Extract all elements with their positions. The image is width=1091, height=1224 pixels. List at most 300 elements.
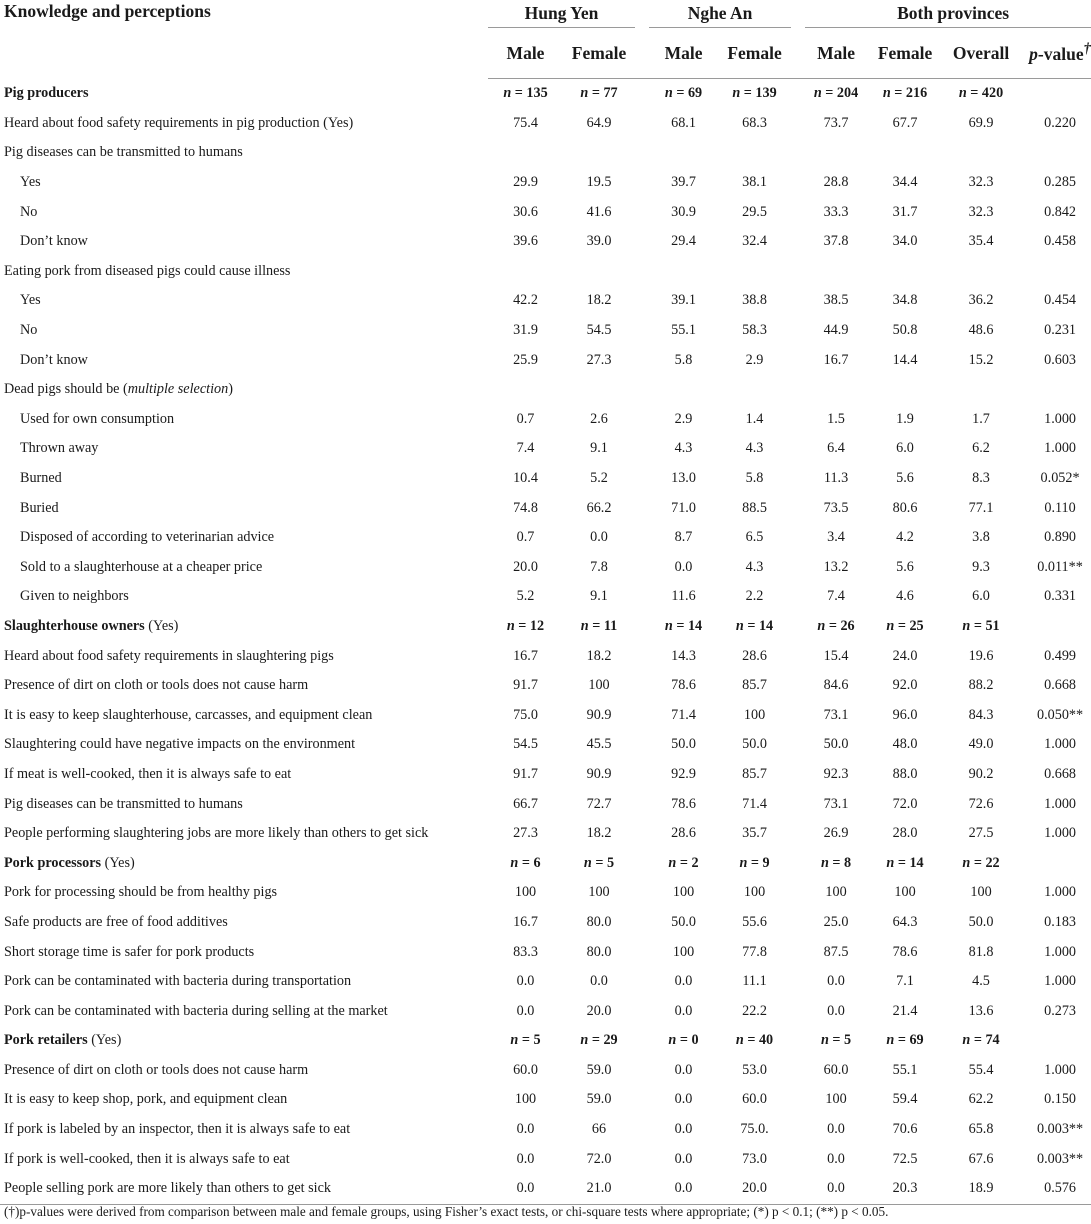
value-cell: 88.2 <box>968 677 994 694</box>
value-cell: 85.7 <box>742 677 767 694</box>
value-cell: 49.0 <box>968 736 994 753</box>
row-label: Pork can be contaminated with bacteria during transportation <box>4 973 352 990</box>
value-cell: 71.4 <box>742 795 767 812</box>
value-cell: 8.7 <box>674 529 693 546</box>
table-row <box>0 493 1091 523</box>
table-row <box>0 1085 1091 1115</box>
section-row <box>0 848 1091 878</box>
value-cell: 72.6 <box>968 795 994 812</box>
value-cell: 90.2 <box>968 765 994 782</box>
value-cell: 66.2 <box>586 499 612 516</box>
value-cell: 9.3 <box>972 558 990 575</box>
value-cell: 34.4 <box>892 174 918 191</box>
pvalue-cell: 0.011** <box>1037 558 1083 575</box>
pvalue-cell: 0.668 <box>1044 677 1077 694</box>
value-cell: 92.0 <box>892 677 918 694</box>
value-cell: 15.2 <box>968 351 994 368</box>
pvalue-cell: 0.576 <box>1019 1174 1091 1204</box>
table-row <box>0 345 1091 375</box>
value-cell: 0.0 <box>674 1091 693 1108</box>
table-row <box>0 316 1091 346</box>
value-cell: 81.8 <box>968 943 994 960</box>
value-cell: 25.9 <box>513 351 538 368</box>
row-label: Sold to a slaughterhouse at a cheaper price <box>20 558 263 575</box>
value-cell: 4.2 <box>896 529 914 546</box>
sample-size-cell: n = 77 <box>580 85 618 102</box>
value-cell: 6.0 <box>896 440 914 457</box>
value-cell: 27.3 <box>586 351 612 368</box>
value-cell: 20.0 <box>586 1002 612 1019</box>
value-cell: 13.2 <box>823 558 849 575</box>
value-cell: 78.6 <box>671 795 696 812</box>
value-cell: 100 <box>970 884 992 901</box>
value-cell: 14.4 <box>892 351 918 368</box>
value-cell: 80.0 <box>586 943 612 960</box>
value-cell: 66 <box>591 1121 607 1138</box>
value-cell: 16.7 <box>513 647 538 664</box>
value-cell: 85.7 <box>742 765 767 782</box>
value-cell: 100 <box>743 884 766 901</box>
value-cell: 4.3 <box>674 440 693 457</box>
value-cell: 77.1 <box>968 499 994 516</box>
pvalue-cell: 0.183 <box>1044 913 1077 930</box>
sample-size-cell: n = 74 <box>962 1032 1000 1049</box>
value-cell: 19.5 <box>586 174 612 191</box>
section-row <box>0 612 1091 642</box>
row-label: Heard about food safety requirements in slaughtering pigs <box>4 647 334 664</box>
value-cell: 21.4 <box>892 1002 918 1019</box>
value-cell: 5.6 <box>896 470 914 487</box>
row-label <box>0 848 488 878</box>
pvalue-cell: 0.110 <box>1044 499 1076 516</box>
table-row <box>0 878 1091 908</box>
table-row <box>0 434 1091 464</box>
value-cell: 14.3 <box>671 647 696 664</box>
col-header: Male <box>805 28 867 79</box>
row-label: Don’t know <box>20 351 88 368</box>
row-label: Don’t know <box>20 233 88 250</box>
table-row <box>0 553 1091 583</box>
group-header-nghe-an: Nghe An <box>649 0 791 28</box>
value-cell: 0.0 <box>488 1174 563 1204</box>
value-cell: 4.3 <box>745 440 764 457</box>
value-cell: 58.3 <box>742 322 767 339</box>
table-row <box>0 937 1091 967</box>
sample-size-cell: n = 5 <box>583 854 615 871</box>
sample-size-cell: n = 5 <box>510 1032 541 1049</box>
table-row <box>0 1174 1091 1204</box>
col-header: Overall <box>943 28 1019 79</box>
section-title: Pork processors <box>4 854 102 871</box>
value-cell: 1.4 <box>745 410 764 427</box>
value-cell: 50.0 <box>823 736 849 753</box>
value-cell: 50.0 <box>671 913 696 930</box>
section-row <box>0 1026 1091 1056</box>
value-cell: 3.4 <box>827 529 845 546</box>
value-cell: 29.9 <box>513 174 538 191</box>
section-title: Pig producers <box>4 85 89 102</box>
row-label: People selling pork are more likely than others to get sick <box>0 1174 488 1204</box>
value-cell: 18.2 <box>586 825 612 842</box>
section-suffix: (Yes) <box>144 617 179 634</box>
value-cell: 3.8 <box>972 529 990 546</box>
value-cell: 28.6 <box>742 647 767 664</box>
table-row <box>0 1056 1091 1086</box>
sample-size-cell: n = 40 <box>735 1032 774 1049</box>
value-cell: 32.3 <box>968 174 994 191</box>
sample-size-cell: n = 22 <box>962 854 1000 871</box>
row-label <box>0 612 488 642</box>
pvalue-cell: 0.220 <box>1044 114 1077 131</box>
pvalue-cell: 0.603 <box>1044 351 1077 368</box>
col-header: Female <box>867 28 943 79</box>
value-cell: 0.0 <box>827 973 845 990</box>
table-row <box>0 582 1091 612</box>
group-header-both-provinces: Both provinces <box>805 0 1091 28</box>
pvalue-cell: 0.499 <box>1044 647 1077 664</box>
value-cell: 29.4 <box>671 233 696 250</box>
value-cell: 1.5 <box>827 410 845 427</box>
value-cell: 0.0 <box>674 1002 693 1019</box>
value-cell: 16.7 <box>513 913 538 930</box>
row-label: Slaughtering could have negative impacts on the environment <box>4 736 356 753</box>
value-cell: 100 <box>894 884 916 901</box>
value-cell: 55.1 <box>892 1061 918 1078</box>
row-label: Short storage time is safer for pork products <box>4 943 255 960</box>
value-cell: 37.8 <box>823 233 849 250</box>
value-cell: 60.0 <box>513 1061 538 1078</box>
value-cell: 59.0 <box>586 1091 612 1108</box>
pvalue-cell: 0.003** <box>1037 1150 1084 1167</box>
section-title: Slaughterhouse owners <box>4 617 145 634</box>
value-cell: 27.3 <box>513 825 538 842</box>
value-cell: 73.7 <box>823 114 849 131</box>
value-cell: 88.0 <box>892 765 918 782</box>
value-cell: 87.5 <box>823 943 849 960</box>
pvalue-cell: 1.000 <box>1044 410 1077 427</box>
value-cell: 38.8 <box>742 292 767 309</box>
value-cell: 6.0 <box>972 588 990 605</box>
value-cell: 20.0 <box>513 558 538 575</box>
value-cell: 0.0 <box>516 1121 535 1138</box>
pvalue-cell: 0.842 <box>1044 203 1077 220</box>
value-cell: 8.3 <box>972 470 990 487</box>
value-cell: 19.6 <box>968 647 994 664</box>
value-cell: 0.0 <box>590 973 608 990</box>
value-cell: 29.5 <box>742 203 767 220</box>
value-cell: 18.2 <box>586 647 612 664</box>
row-label: No <box>20 322 38 339</box>
value-cell: 59.4 <box>892 1091 918 1108</box>
footnote: (†)p-values were derived from comparison between male and female groups, using Fisher’s exact tests, or chi-square tests where appropriate; (*) p < 0.1; (**) p < 0.05. <box>4 1204 889 1219</box>
section-suffix: (Yes) <box>101 854 135 871</box>
value-cell: 33.3 <box>823 203 849 220</box>
value-cell: 31.9 <box>513 322 538 339</box>
value-cell: 92.9 <box>671 765 696 782</box>
value-cell: 31.7 <box>892 203 918 220</box>
table-row <box>0 1115 1091 1145</box>
sample-size-cell: n = 216 <box>882 85 928 102</box>
value-cell: 34.0 <box>892 233 918 250</box>
value-cell: 80.6 <box>892 499 918 516</box>
value-cell: 83.3 <box>513 943 538 960</box>
value-cell: 0.0 <box>674 558 693 575</box>
value-cell: 54.5 <box>586 322 612 339</box>
value-cell: 18.2 <box>586 292 612 309</box>
value-cell: 0.0 <box>827 1121 845 1138</box>
row-label: Yes <box>20 292 41 309</box>
value-cell: 39.7 <box>671 174 696 191</box>
value-cell: 72.5 <box>892 1150 918 1167</box>
value-cell: 0.0 <box>674 973 693 990</box>
value-cell: 0.0 <box>674 1121 693 1138</box>
row-label: Pork for processing should be from healthy pigs <box>4 884 278 901</box>
pvalue-cell: 0.150 <box>1044 1091 1077 1108</box>
value-cell: 1.7 <box>972 410 990 427</box>
value-cell: 0.0 <box>516 1150 535 1167</box>
value-cell: 91.7 <box>513 765 538 782</box>
value-cell: 0.0 <box>590 529 608 546</box>
subheading-row <box>0 375 1091 405</box>
pvalue-cell: 1.000 <box>1044 795 1077 812</box>
sample-size-cell: n = 135 <box>503 85 548 102</box>
section-title: Pork retailers <box>4 1032 88 1049</box>
row-label: Pig diseases can be transmitted to humans <box>4 144 243 161</box>
value-cell: 67.6 <box>968 1150 994 1167</box>
table-row <box>0 286 1091 316</box>
value-cell: 28.0 <box>892 825 918 842</box>
value-cell: 73.0 <box>742 1150 767 1167</box>
value-cell: 92.3 <box>823 765 849 782</box>
sample-size-cell: n = 69 <box>886 1032 924 1049</box>
value-cell: 48.0 <box>892 736 918 753</box>
pvalue-cell: 1.000 <box>1044 825 1077 842</box>
value-cell: 74.8 <box>513 499 538 516</box>
value-cell: 65.8 <box>968 1121 994 1138</box>
value-cell: 67.7 <box>892 114 918 131</box>
value-cell: 100 <box>514 1091 537 1108</box>
value-cell: 53.0 <box>742 1061 767 1078</box>
value-cell: 45.5 <box>586 736 612 753</box>
value-cell: 72.0 <box>586 1150 612 1167</box>
value-cell: 26.9 <box>823 825 849 842</box>
table-row <box>0 641 1091 671</box>
table-row <box>0 789 1091 819</box>
sample-size-cell: n = 26 <box>817 617 855 634</box>
row-label: If meat is well-cooked, then it is always safe to eat <box>4 765 292 782</box>
section-suffix: (Yes) <box>87 1032 122 1049</box>
table-row <box>0 967 1091 997</box>
sample-size-cell: n = 29 <box>580 1032 618 1049</box>
value-cell: 28.8 <box>823 174 849 191</box>
pvalue-cell: 0.003** <box>1037 1121 1084 1138</box>
pvalue-cell: 1.000 <box>1044 884 1077 901</box>
subheading-row <box>0 138 1091 168</box>
value-cell: 72.0 <box>892 795 918 812</box>
value-cell: 100 <box>825 1091 847 1108</box>
value-cell: 73.1 <box>823 706 849 723</box>
row-label: Yes <box>20 174 41 191</box>
table-row <box>0 197 1091 227</box>
value-cell: 32.3 <box>968 203 994 220</box>
value-cell: 0.0 <box>674 1061 693 1078</box>
row-label: People performing slaughtering jobs are more likely than others to get sick <box>4 825 429 842</box>
value-cell: 39.6 <box>513 233 538 250</box>
value-cell: 34.8 <box>892 292 918 309</box>
header-group-row <box>0 0 1091 28</box>
value-cell: 0.7 <box>516 529 535 546</box>
value-cell: 28.6 <box>671 825 696 842</box>
value-cell: 100 <box>672 884 695 901</box>
sample-size-cell: n = 25 <box>886 617 924 634</box>
value-cell: 100 <box>743 706 766 723</box>
value-cell: 18.9 <box>943 1174 1019 1204</box>
value-cell: 60.0 <box>823 1061 849 1078</box>
value-cell: 2.9 <box>674 410 693 427</box>
value-cell: 25.0 <box>823 913 849 930</box>
value-cell: 9.1 <box>590 440 608 457</box>
row-label <box>0 79 488 109</box>
value-cell: 13.0 <box>671 470 696 487</box>
pvalue-header: p-value† <box>1019 28 1091 79</box>
value-cell: 50.0 <box>968 913 994 930</box>
pvalue-cell: 1.000 <box>1044 736 1077 753</box>
value-cell: 42.2 <box>513 292 538 309</box>
value-cell: 78.6 <box>671 677 696 694</box>
row-label: It is easy to keep slaughterhouse, carcasses, and equipment clean <box>4 706 373 723</box>
value-cell: 50.0 <box>671 736 696 753</box>
value-cell: 35.7 <box>742 825 767 842</box>
table-row <box>0 168 1091 198</box>
sample-size-cell: n = 14 <box>886 854 924 871</box>
value-cell: 0.0 <box>674 1150 693 1167</box>
table-row <box>0 671 1091 701</box>
value-cell: 73.1 <box>823 795 849 812</box>
value-cell: 36.2 <box>968 292 994 309</box>
value-cell: 30.9 <box>671 203 696 220</box>
table-row <box>0 109 1091 139</box>
value-cell: 96.0 <box>892 706 918 723</box>
value-cell: 35.4 <box>968 233 994 250</box>
value-cell: 84.3 <box>968 706 994 723</box>
value-cell: 38.5 <box>823 292 849 309</box>
value-cell: 2.2 <box>745 588 764 605</box>
row-label: Pig diseases can be transmitted to humans <box>4 795 243 812</box>
value-cell: 7.4 <box>516 440 535 457</box>
row-label: Given to neighbors <box>20 588 129 605</box>
value-cell: 84.6 <box>823 677 849 694</box>
row-label: Presence of dirt on cloth or tools does not cause harm <box>4 677 309 694</box>
pvalue-cell: 0.890 <box>1044 529 1077 546</box>
value-cell: 0.0 <box>827 1002 845 1019</box>
value-cell: 39.0 <box>586 233 612 250</box>
sample-size-cell: n = 420 <box>958 85 1004 102</box>
value-cell: 88.5 <box>742 499 767 516</box>
pvalue-cell: 0.231 <box>1044 322 1077 339</box>
row-label: Pork can be contaminated with bacteria during selling at the market <box>4 1002 388 1019</box>
row-label <box>0 1026 488 1056</box>
value-cell: 5.8 <box>674 351 693 368</box>
value-cell: 91.7 <box>513 677 538 694</box>
value-cell: 60.0 <box>742 1091 767 1108</box>
value-cell: 5.2 <box>590 470 608 487</box>
row-label: Buried <box>20 499 59 516</box>
value-cell: 70.6 <box>892 1121 918 1138</box>
pvalue-cell: 0.331 <box>1044 588 1077 605</box>
value-cell: 100 <box>825 884 847 901</box>
table-row <box>0 464 1091 494</box>
value-cell: 54.5 <box>513 736 538 753</box>
value-cell: 5.6 <box>896 558 914 575</box>
row-label: Heard about food safety requirements in pig production (Yes) <box>4 114 354 131</box>
value-cell: 6.5 <box>745 529 764 546</box>
value-cell: 80.0 <box>586 913 612 930</box>
value-cell: 100 <box>588 884 610 901</box>
col-header: Female <box>718 28 791 79</box>
table-row <box>0 700 1091 730</box>
pvalue-cell: 0.668 <box>1044 765 1077 782</box>
pvalue-cell: 0.454 <box>1044 292 1077 309</box>
table-row <box>0 730 1091 760</box>
value-cell: 39.1 <box>671 292 696 309</box>
section-row <box>0 79 1091 109</box>
pvalue-cell: 0.285 <box>1044 174 1077 191</box>
value-cell: 9.1 <box>590 588 608 605</box>
table-row <box>0 996 1091 1026</box>
pvalue-cell: 1.000 <box>1044 1061 1077 1078</box>
value-cell: 62.2 <box>968 1091 994 1108</box>
row-label: If pork is well-cooked, then it is always safe to eat <box>4 1150 290 1167</box>
value-cell: 55.4 <box>968 1061 994 1078</box>
pvalue-cell: 1.000 <box>1044 943 1077 960</box>
pvalue-cell: 1.000 <box>1044 973 1077 990</box>
value-cell: 71.4 <box>671 706 696 723</box>
sample-size-cell: n = 11 <box>580 617 618 634</box>
value-cell: 21.0 <box>563 1174 635 1204</box>
value-cell: 69.9 <box>968 114 994 131</box>
pvalue-cell: 0.050** <box>1037 706 1084 723</box>
value-cell: 78.6 <box>892 943 918 960</box>
value-cell: 2.6 <box>590 410 608 427</box>
value-cell: 71.0 <box>671 499 696 516</box>
row-label: Dead pigs should be (multiple selection) <box>4 381 233 398</box>
value-cell: 1.9 <box>896 410 914 427</box>
value-cell: 32.4 <box>742 233 767 250</box>
value-cell: 24.0 <box>892 647 918 664</box>
sample-size-cell: n = 0 <box>668 1032 699 1049</box>
sample-size-cell: n = 8 <box>820 854 852 871</box>
value-cell: 75.0 <box>513 706 538 723</box>
value-cell: 15.4 <box>823 647 849 664</box>
value-cell: 20.3 <box>867 1174 943 1204</box>
value-cell: 38.1 <box>742 174 767 191</box>
value-cell: 7.1 <box>896 973 914 990</box>
col-header: Female <box>563 28 635 79</box>
pvalue-cell: 1.000 <box>1044 440 1077 457</box>
value-cell: 68.1 <box>671 114 696 131</box>
sample-size-cell: n = 12 <box>506 617 545 634</box>
pvalue-cell: 0.458 <box>1044 233 1077 250</box>
value-cell: 4.3 <box>745 558 764 575</box>
row-label: Presence of dirt on cloth or tools does not cause harm <box>4 1061 309 1078</box>
table-body <box>0 79 1091 1205</box>
value-cell: 0.0 <box>805 1174 867 1204</box>
sample-size-cell: n = 204 <box>813 85 859 102</box>
value-cell: 90.9 <box>586 706 612 723</box>
sample-size-cell: n = 14 <box>735 617 774 634</box>
value-cell: 30.6 <box>513 203 538 220</box>
value-cell: 10.4 <box>513 470 538 487</box>
